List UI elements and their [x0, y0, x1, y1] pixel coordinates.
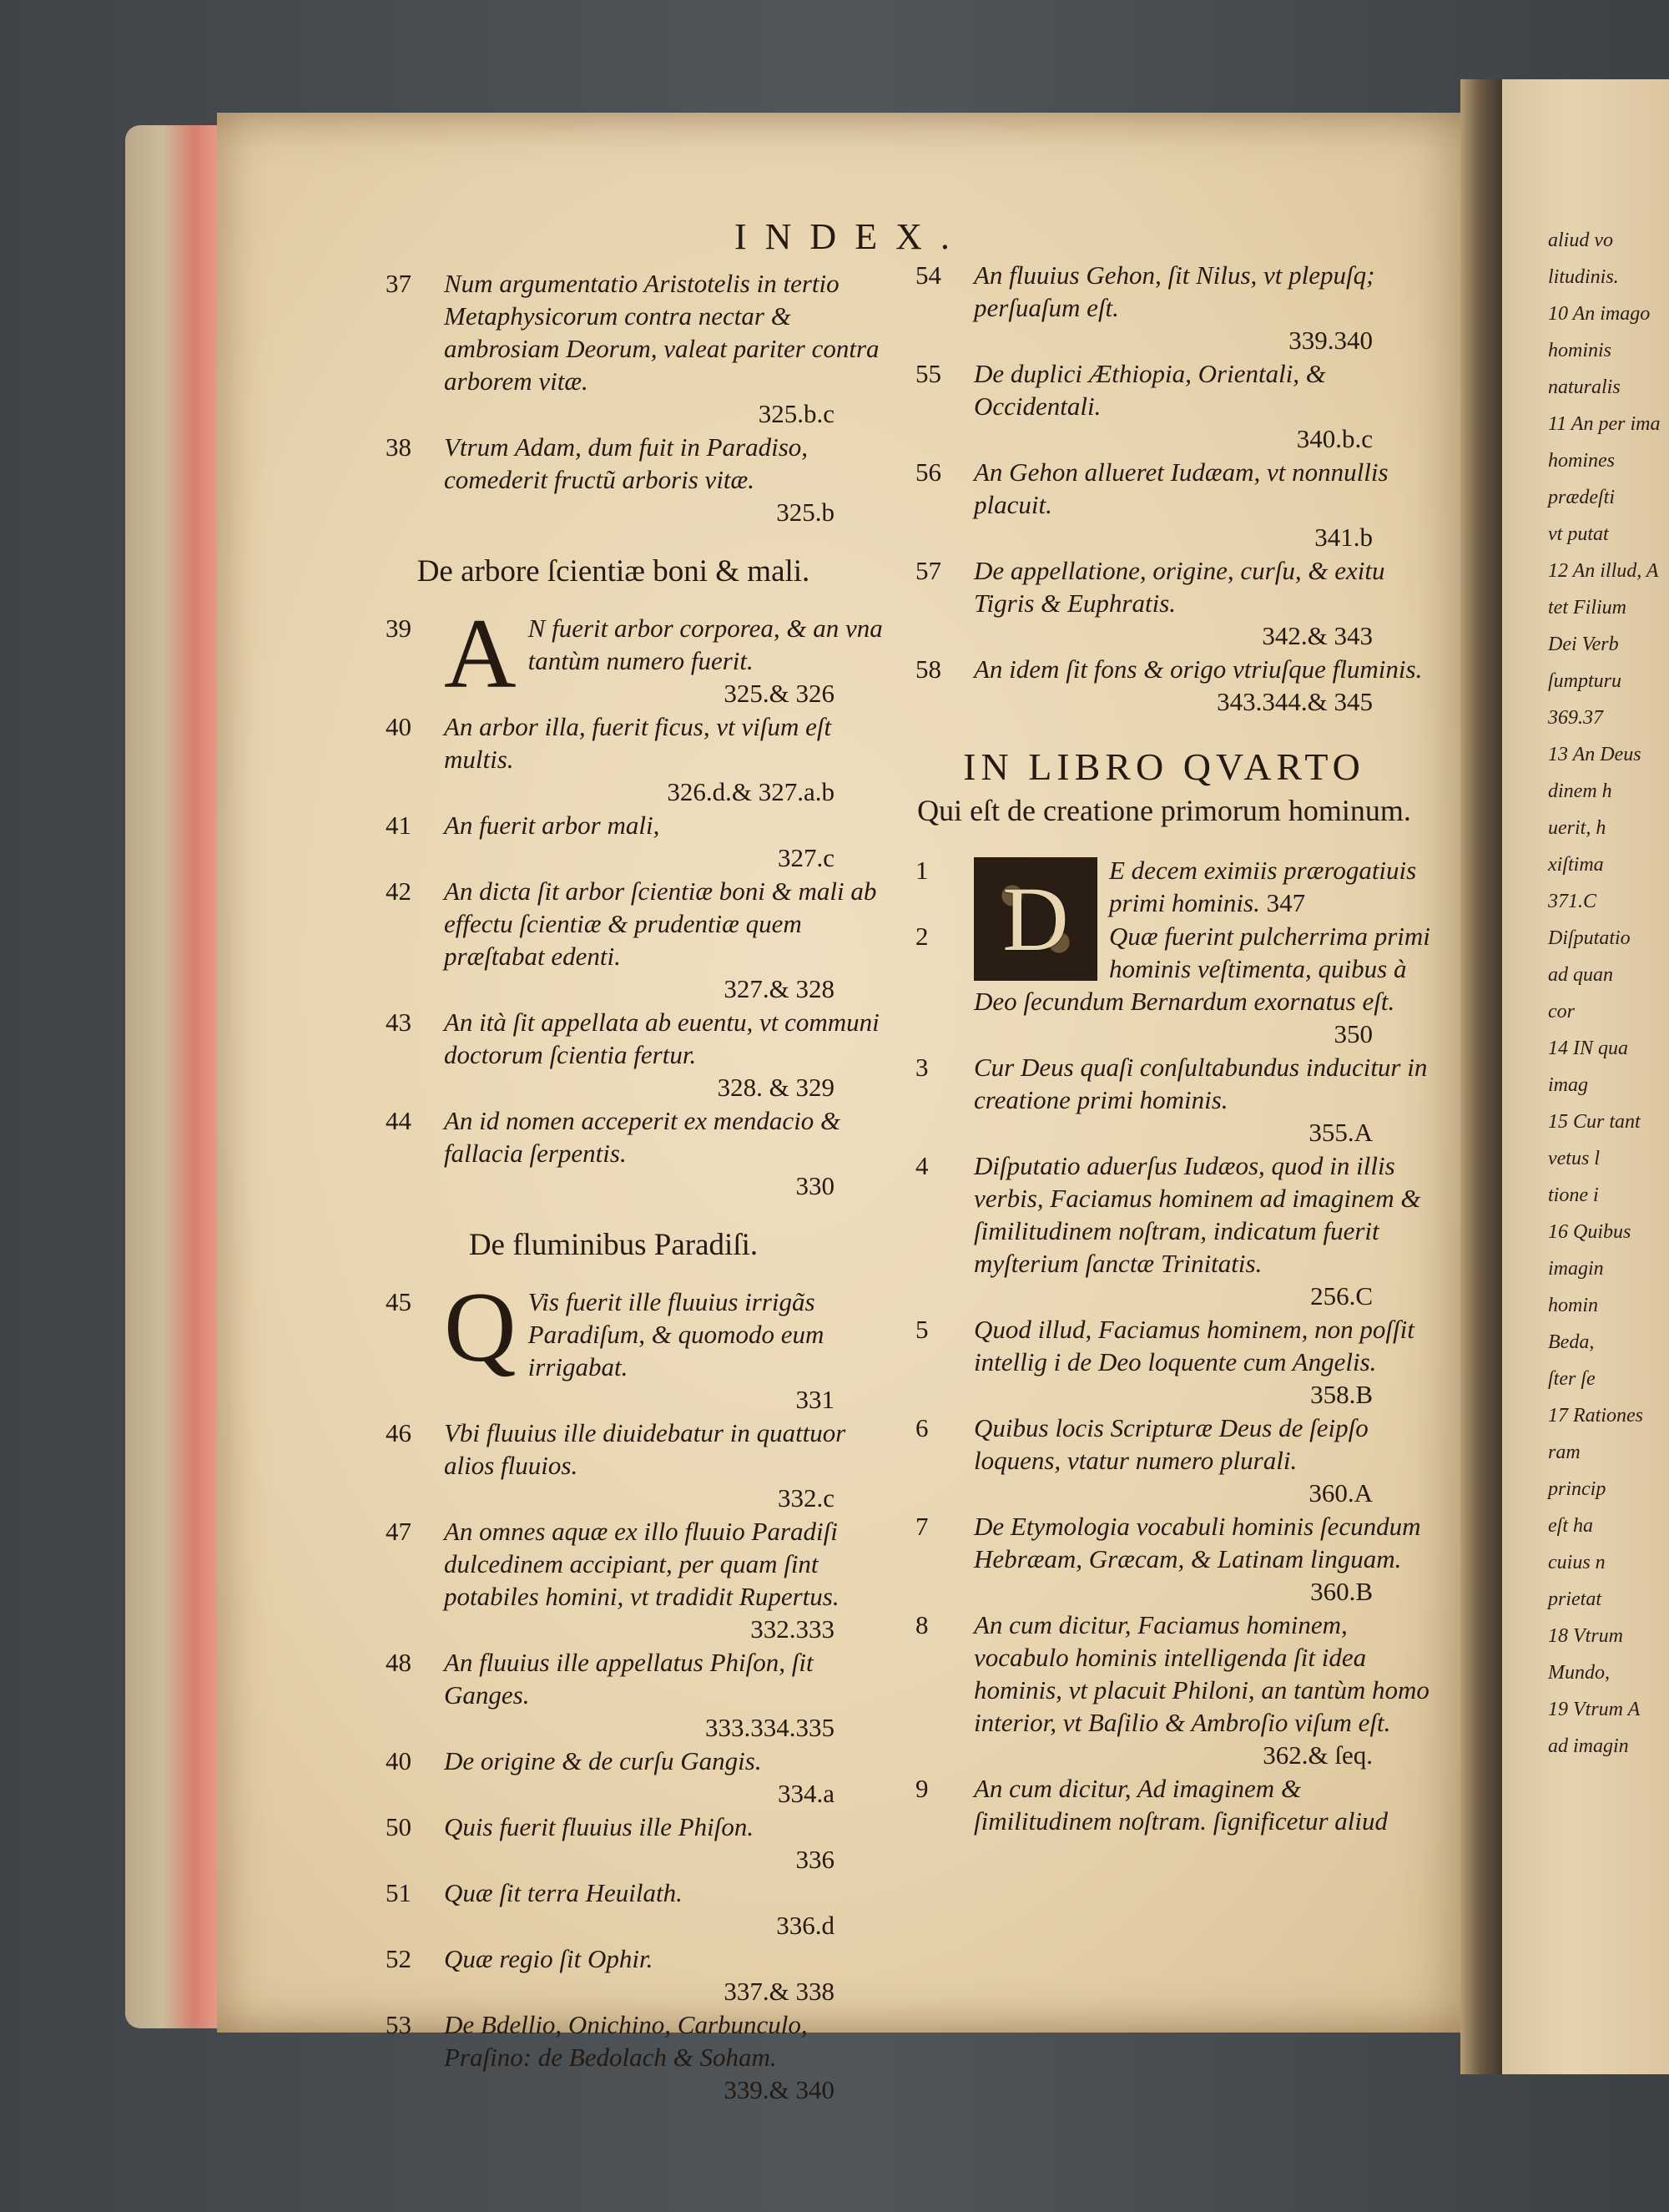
facing-page-fragment: princip — [1548, 1478, 1606, 1500]
facing-page-fragment: 371.C — [1548, 891, 1597, 912]
facing-page-fragment: prædeſti — [1548, 487, 1616, 508]
entry-number: 2 — [915, 922, 929, 951]
entry-pages: 360.B — [1310, 1577, 1373, 1606]
entry-pages: 336.d — [776, 1911, 834, 1940]
entry-number: 7 — [915, 1512, 929, 1541]
entry-pages: 334.a — [777, 1779, 834, 1808]
index-entry — [897, 1051, 1431, 1149]
index-entry — [367, 1417, 893, 1514]
section-title-arbor: De arbore ſcientiæ boni & mali. — [416, 554, 810, 588]
index-entry — [897, 1313, 1431, 1411]
entry-pages: 336 — [795, 1845, 834, 1874]
index-entry — [897, 357, 1431, 455]
entry-text: An cum dicitur, Ad imaginem & ſimilitudinem noſtram. ſignificetur aliud — [974, 1774, 1388, 1836]
index-entry — [897, 1772, 1431, 1837]
entry-number: 41 — [386, 811, 411, 840]
index-entry — [367, 1271, 893, 1416]
entry-number: 57 — [915, 556, 941, 585]
facing-page-fragment: imagin — [1548, 1258, 1604, 1280]
entry-text: Quæ fuerint pulcherrima primi hominis veſtimenta, quibus à Deo ſecundum Bernardum exornatus eſt. — [974, 922, 1430, 1016]
facing-page-fragment: litudinis. — [1548, 266, 1619, 288]
entry-pages: 327.c — [777, 843, 834, 872]
entry-number: 53 — [386, 2010, 411, 2039]
facing-page-fragment: 369.37 — [1548, 707, 1603, 729]
index-entry — [367, 267, 893, 430]
entry-text: De duplici Æthiopia, Orientali, & Occidentali. — [974, 359, 1326, 421]
entry-number: 47 — [386, 1517, 411, 1546]
entry-pages: 256.C — [1310, 1281, 1373, 1311]
entry-text: De Etymologia vocabuli hominis ſecundum Hebræam, Græcam, & Latinam linguam. — [974, 1512, 1421, 1573]
facing-page-fragment: 12 An illud, A — [1548, 560, 1659, 582]
entry-pages: 332.333 — [750, 1614, 834, 1644]
facing-page-fragment: uerit, h — [1548, 817, 1606, 839]
facing-page-fragment: ſter ſe — [1548, 1368, 1596, 1390]
entry-text: De origine & de curſu Gangis. — [444, 1746, 762, 1775]
index-entry — [897, 1608, 1431, 1771]
entry-text: Quæ regio ſit Ophir. — [444, 1944, 653, 1973]
entry-text: Quis fuerit fluuius ille Phiſon. — [444, 1812, 754, 1841]
facing-page-fragment: prietat — [1548, 1588, 1601, 1610]
entry-text: An fuerit arbor mali, — [444, 811, 660, 840]
index-entry — [367, 1811, 893, 1876]
facing-page-fragment: xiſtima — [1548, 854, 1604, 876]
entry-text: Quæ ſit terra Heuilath. — [444, 1878, 683, 1907]
facing-page-fragment: ad quan — [1548, 964, 1613, 986]
index-entry — [367, 1515, 893, 1645]
drop-cap: A — [444, 598, 517, 709]
facing-page-fragment: hominis — [1548, 340, 1612, 361]
facing-page-fragment: homines — [1548, 450, 1615, 472]
entry-number: 58 — [915, 654, 941, 684]
entry-number: 4 — [915, 1151, 929, 1180]
entry-text: Diſputatio aduerſus Iudæos, quod in illis verbis, Faciamus hominem ad imaginem & ſimilitudinem noſtram, indicatum fuerit myſterium ſanctæ Trinitatis. — [974, 1151, 1421, 1278]
entry-text: Vbi fluuius ille diuidebatur in quattuor alios fluuios. — [444, 1418, 846, 1480]
entry-text: N fuerit arbor corporea, & an vna tantùm numero fuerit. — [527, 614, 883, 675]
entry-number: 54 — [915, 260, 941, 290]
entry-number: 44 — [386, 1106, 411, 1135]
entry-pages: 332.c — [777, 1483, 834, 1513]
entry-pages: 330 — [795, 1171, 834, 1200]
entry-text: E decem eximiis prærogatiuis primi hominis. — [1109, 856, 1417, 917]
entry-pages: 347 — [1266, 888, 1306, 917]
entry-text: An arbor illa, fuerit ficus, vt viſum eſt multis. — [444, 712, 832, 774]
index-entry — [367, 431, 893, 528]
entry-pages: 341.b — [1314, 523, 1373, 552]
entry-pages: 325.b.c — [758, 399, 834, 428]
entry-text: Cur Deus quaſi conſultabundus inducitur in creatione primi hominis. — [974, 1053, 1428, 1114]
facing-page-fragment: tet Filium — [1548, 597, 1626, 619]
facing-page-fragment: 18 Vtrum — [1548, 1625, 1623, 1647]
entry-pages: 355.A — [1308, 1118, 1373, 1147]
entry-text: An id nomen acceperit ex mendacio & fallacia ſerpentis. — [444, 1106, 841, 1168]
section-title-flumina: De fluminibus Paradiſi. — [468, 1228, 759, 1262]
entry-pages: 339.340 — [1288, 326, 1373, 355]
index-entry — [897, 1149, 1431, 1312]
entry-number: 9 — [915, 1774, 929, 1803]
entry-number: 1 — [915, 856, 929, 885]
entry-number: 37 — [386, 269, 411, 298]
entry-text: An dicta ſit arbor ſcientiæ boni & mali ab effectu ſcientiæ & prudentiæ quem præſtabat edenti. — [444, 876, 877, 971]
index-entry — [367, 809, 893, 874]
entry-number: 46 — [386, 1418, 411, 1447]
entry-pages: 362.& ſeq. — [1263, 1740, 1373, 1770]
entry-number: 38 — [386, 432, 411, 462]
entry-number: 42 — [386, 876, 411, 906]
running-head: INDEX. — [734, 216, 968, 257]
entry-pages: 360.A — [1308, 1478, 1373, 1507]
facing-page-fragment: dinem h — [1548, 780, 1612, 802]
entries-list-b — [367, 710, 893, 1202]
entry-text: Quibus locis Scripturæ Deus de ſeipſo loquens, vtatur numero plurali. — [974, 1413, 1369, 1475]
entry-text: An omnes aquæ ex illo fluuio Paradiſi dulcedinem accipiant, per quam ſint potabiles homini, vt tradidit Rupertus. — [444, 1517, 840, 1611]
facing-page-fragment: 19 Vtrum A — [1548, 1699, 1641, 1720]
entry-pages: 326.d.& 327.a.b — [667, 777, 834, 806]
entry-text: De appellatione, origine, curſu, & exitu Tigris & Euphratis. — [974, 556, 1385, 618]
facing-page-fragment: cor — [1548, 1001, 1575, 1023]
entry-text: Vis fuerit ille fluuius irrigãs Paradiſum, & quomodo eum irrigabat. — [527, 1287, 824, 1381]
facing-page-fragment: ſumpturu — [1548, 670, 1622, 692]
index-entry — [367, 1745, 893, 1810]
entry-pages: 339.& 340 — [724, 2075, 834, 2104]
facing-page-fragment: 16 Quibus — [1548, 1221, 1631, 1243]
facing-page-fragment: vt putat — [1548, 523, 1609, 545]
entry-pages: 327.& 328 — [724, 974, 834, 1003]
entry-text: An fluuius Gehon, ſit Nilus, vt plериſq; perſuaſum eſt. — [974, 260, 1375, 322]
entry-number: 39 — [386, 614, 411, 643]
ornamental-initial: D — [974, 857, 1097, 981]
entry-number: 8 — [915, 1610, 929, 1639]
index-entry — [367, 710, 893, 808]
entry-number: 6 — [915, 1413, 929, 1442]
facing-page-fragment: Mundo, — [1548, 1662, 1610, 1684]
book-heading: IN LIBRO QVARTO — [963, 745, 1365, 788]
entry-pages: 331 — [795, 1385, 834, 1414]
facing-page-fragment: tione i — [1548, 1184, 1599, 1206]
entry-pages: 328. & 329 — [717, 1073, 834, 1102]
facing-page-fragment: Beda, — [1548, 1331, 1595, 1353]
entry-number: 40 — [386, 1746, 411, 1775]
drop-cap: Q — [444, 1271, 517, 1382]
index-entry — [897, 920, 1431, 1050]
entry-text: An cum dicitur, Faciamus hominem, vocabulo hominis intelligenda ſit idea hominis, vt placuit Philoni, an tantùm homo interior, vt Baſilio & Ambroſio viſum eſt. — [974, 1610, 1429, 1737]
index-entry — [367, 1104, 893, 1202]
entry-number: 52 — [386, 1944, 411, 1973]
index-entry — [367, 2008, 893, 2106]
entry-text: De Bdellio, Onichino, Carbunculo, Praſino: de Bedolach & Soham. — [444, 2010, 808, 2072]
entry-number: 40 — [386, 712, 411, 741]
entry-text: An idem ſit fons & origo vtriuſque fluminis. — [974, 654, 1423, 684]
facing-page-fragment: 17 Rationes — [1548, 1405, 1643, 1427]
facing-page-fragment: eſt ha — [1548, 1515, 1593, 1537]
entries-list-c — [367, 1417, 893, 2106]
facing-page-fragment: vetus l — [1548, 1148, 1600, 1169]
facing-page-fragment: Diſputatio — [1548, 927, 1631, 949]
facing-page-fragment: 15 Cur tant — [1548, 1111, 1641, 1133]
entry-number: 45 — [386, 1287, 411, 1316]
entries-list-right-a — [897, 259, 1431, 718]
facing-page-fragment: Dei Verb — [1548, 634, 1619, 655]
entry-number: 56 — [915, 457, 941, 487]
entry-pages: 343.344.& 345 — [1217, 687, 1373, 716]
entry-pages: 340.b.c — [1296, 424, 1373, 453]
entry-pages: 325.b — [776, 497, 834, 527]
entry-number: 55 — [915, 359, 941, 388]
entry-number: 48 — [386, 1648, 411, 1677]
entry-text: An fluuius ille appellatus Phiſon, ſit Ganges. — [444, 1648, 814, 1710]
facing-page-fragment: 11 An per ima — [1548, 413, 1661, 435]
entries-list-a — [367, 267, 893, 528]
facing-page-fragment: naturalis — [1548, 376, 1621, 398]
facing-page-fragment: aliud vo — [1548, 230, 1613, 251]
entry-number: 5 — [915, 1315, 929, 1344]
entry-pages: 337.& 338 — [724, 1977, 834, 2006]
index-entry — [367, 875, 893, 1005]
facing-page-fragment: homin — [1548, 1295, 1598, 1316]
index-entry — [897, 456, 1431, 553]
index-entry — [367, 1942, 893, 2007]
entry-number: 43 — [386, 1008, 411, 1037]
facing-page-fragment: cuius n — [1548, 1552, 1606, 1573]
index-entry — [897, 554, 1431, 652]
right-column — [897, 259, 1431, 1838]
facing-page-fragment: imag — [1548, 1074, 1588, 1096]
entry-pages: 333.334.335 — [705, 1713, 834, 1742]
book-subheading: Qui eſt de creatione primorum hominum. — [917, 794, 1411, 827]
left-column — [367, 267, 893, 2107]
facing-page-fragment: 10 An imago — [1548, 303, 1651, 325]
index-entry — [897, 653, 1431, 718]
facing-page-fragment: ad imagin — [1548, 1735, 1629, 1757]
entry-text: Num argumentatio Aristotelis in tertio Metaphysicorum contra nectar & ambrosiam Deorum, valeat pariter contra arborem vitæ. — [444, 269, 880, 396]
entry-pages: 358.B — [1310, 1380, 1373, 1409]
facing-page-fragment: 13 An Deus — [1548, 744, 1641, 765]
index-entry — [367, 598, 893, 710]
entry-pages: 342.& 343 — [1262, 621, 1373, 650]
index-entry — [897, 1412, 1431, 1509]
facing-page-fragment: ram — [1548, 1442, 1581, 1463]
entries-list-right-b — [897, 1051, 1431, 1837]
entry-number: 3 — [915, 1053, 929, 1082]
index-entry — [897, 1510, 1431, 1608]
index-entry — [367, 1876, 893, 1942]
entry-number: 51 — [386, 1878, 411, 1907]
facing-page-fragment: 14 IN qua — [1548, 1038, 1628, 1059]
entry-text: Quod illud, Faciamus hominem, non poſſit intellig i de Deo loquente cum Angelis. — [974, 1315, 1414, 1376]
entry-pages: 350 — [1334, 1019, 1373, 1048]
entry-pages: 325.& 326 — [724, 679, 834, 708]
index-entry — [367, 1006, 893, 1103]
index-entry — [897, 259, 1431, 356]
entry-text: Vtrum Adam, dum fuit in Paradiso, comederit fructũ arboris vitæ. — [444, 432, 809, 494]
index-entry — [367, 1646, 893, 1744]
entry-text: An ità ſit appellata ab euentu, vt communi doctorum ſcientia fertur. — [444, 1008, 880, 1069]
entry-number: 50 — [386, 1812, 411, 1841]
entry-text: An Gehon allueret Iudæam, vt nonnullis placuit. — [974, 457, 1389, 519]
